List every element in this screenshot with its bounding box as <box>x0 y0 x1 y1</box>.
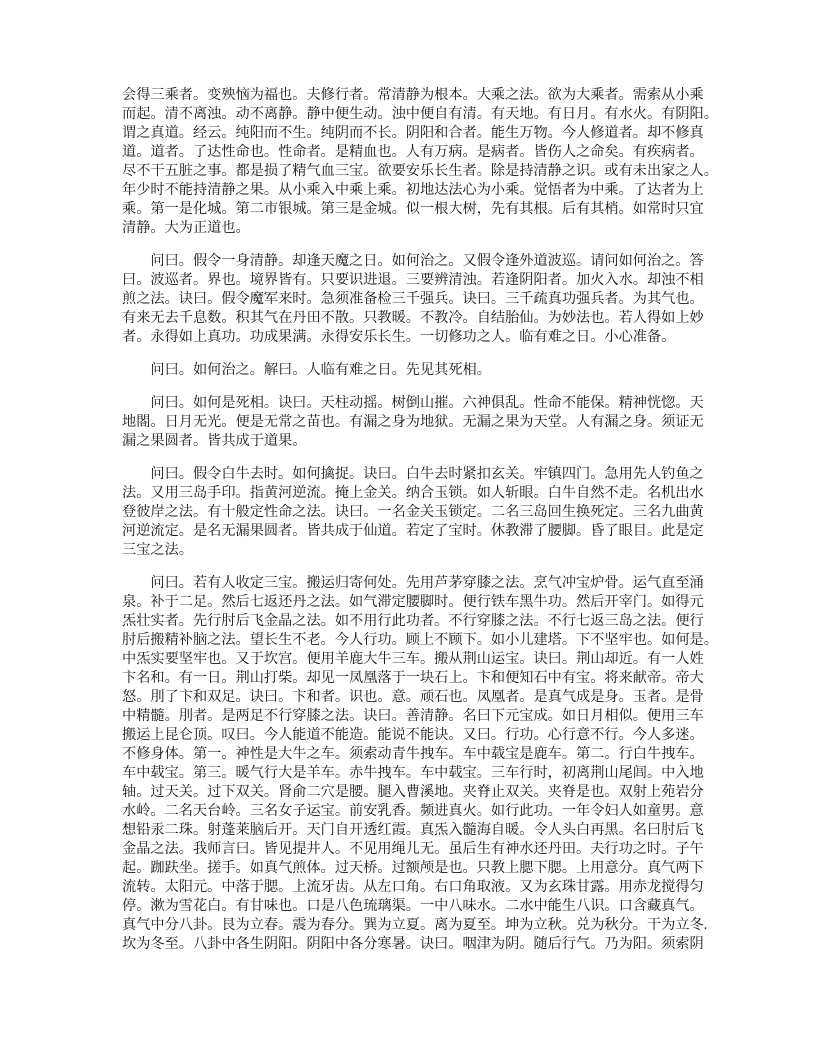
text-line: 泉。补于二足。然后七返还丹之法。如气滞定腰脚时。便行铁车黑牛功。然后开宰门。如得元 <box>122 594 704 610</box>
text-line: 尽不干五脏之事。都是损了精气血三宝。欲要安乐长生者。除是持清静之识。或有未出家之人。 <box>122 163 718 179</box>
text-line: 清静。大为正道也。 <box>122 220 250 236</box>
text-line: 年少时不能持清静之果。从小乘入中乘上乘。初地达法心为小乘。觉悟者为中乘。了达者为上 <box>122 182 704 198</box>
text-line: 金晶之法。我师言曰。皆见提井人。不见用绳儿无。虽后生有神水还丹田。夫行功之时。子午 <box>122 841 704 857</box>
paragraph <box>122 86 722 238</box>
text-line: 问曰。如何是死相。诀曰。天柱动摇。树倒山摧。六神俱乱。性命不能保。精神恍惚。天 <box>122 395 704 411</box>
text-line: 问曰。若有人收定三宝。搬运归寄何处。先用芦茅穿膝之法。烹气冲宝炉骨。运气直至涌 <box>122 575 704 591</box>
paragraph <box>122 574 722 954</box>
text-line: 地閤。日月无光。便是无常之苗也。有漏之身为地狱。无漏之果为天堂。人有漏之身。须证无 <box>122 414 704 430</box>
text-line: 三宝之法。 <box>122 542 193 558</box>
text-line: 中炁实要坚牢也。又于坎宫。便用羊鹿大牛三车。搬从荆山运宝。诀曰。荆山却近。有一人姓 <box>122 651 704 667</box>
text-line: 轴。过天关。过下双关。肾俞二穴是腰。腿入曹溪地。夹脊止双关。夹脊是也。双射上苑岩分 <box>122 784 704 800</box>
paragraph <box>122 361 722 380</box>
text-line: 河逆流定。是名无漏果圆者。皆共成于仙道。若定了宝时。休教滞了腰脚。昏了眼目。此是定 <box>122 523 704 539</box>
paragraph <box>122 394 722 451</box>
text-line: 想铅汞二珠。射蓬莱脑后开。天门自开透红霞。真炁入髓海自暖。令人头白再黑。名曰肘后飞 <box>122 822 704 838</box>
text-line: 问曰。假令白牛去时。如何擒捉。诀曰。白牛去时紧扣玄关。牢镇四门。急用先人钓鱼之 <box>122 466 704 482</box>
text-line: 坎为冬至。八卦中各生阴阳。阴阳中各分寒暑。诀曰。咽津为阴。随后行气。乃为阳。须索阴 <box>122 936 704 952</box>
text-line: 怒。刖了卞和双足。诀曰。卞和者。识也。意。顽石也。凤凰者。是真气成是身。玉者。是骨 <box>122 689 704 705</box>
text-line: 道。道者。了达性命也。性命者。是精血也。人有万病。是病者。皆伤人之命矣。有疾病者。 <box>122 144 704 160</box>
text-line: 法。又用三岛手印。指黄河逆流。掩上金关。纳合玉锁。如人斩眼。白牛自然不走。名机出水 <box>122 485 704 501</box>
text-line: 炁壮实者。先行肘后飞金晶之法。如不用行此功者。不行穿膝之法。不行七返三岛之法。便行 <box>122 613 704 629</box>
text-line: 问曰。假令一身清静。却逢天魔之日。如何治之。又假令逢外道波巡。请问如何治之。答 <box>122 253 704 269</box>
paragraph <box>122 465 722 560</box>
text-line: 肘后搬精补脑之法。望长生不老。今人行功。顾上不顾下。如小儿建塔。下不坚牢也。如何是。 <box>122 632 718 648</box>
page-text <box>122 86 722 968</box>
text-line: 漏之果圆者。皆共成于道果。 <box>122 433 307 449</box>
text-line: 车中载宝。第三。暖气行大是羊车。赤牛拽车。车中载宝。三车行时，初离荆山尾闾。中入地 <box>122 765 704 781</box>
text-line: 而起。清不离浊。动不离静。静中便生动。浊中便自有清。有天地。有日月。有水火。有阴阳。 <box>122 106 718 122</box>
text-line: 水岭。二名天台岭。三名女子运宝。前安乳香。频进真火。如行此功。一年令妇人如童男。意 <box>122 803 704 819</box>
text-line: 谓之真道。经云。纯阳而不生。纯阴而不长。阴阳和合者。能生万物。今人修道者。却不修真 <box>122 125 704 141</box>
text-line: 有来无去千息数。积其气在丹田不散。只教暖。不教冷。自结胎仙。为妙法也。若人得如上妙 <box>122 310 704 326</box>
text-line: 会得三乘者。变殃恼为福也。夫修行者。常清静为根本。大乘之法。欲为大乘者。需索从小乘 <box>122 87 704 103</box>
text-line: 卞名和。有一日。荆山打柴。却见一凤凰落于一块石上。卞和便知石中有宝。将来献帝。帝大 <box>122 670 704 686</box>
text-line: 起。跏趺坐。搓手。如真气煎体。过天桥。过额颅是也。只教上腮下腮。上用意分。真气两下 <box>122 860 704 876</box>
paragraph <box>122 252 722 347</box>
text-line: 登彼岸之法。有十般定性命之法。诀曰。一名金关玉锁定。二名三岛回生换死定。三名九曲黄 <box>122 504 704 520</box>
text-line: 者。永得如上真功。功成果满。永得安乐长生。一切修功之人。临有难之日。小心准备。 <box>122 329 676 345</box>
text-line: 问曰。如何治之。解曰。人临有难之日。先见其死相。 <box>122 362 491 378</box>
text-line: 搬运上昆仑顶。叹曰。今人能道不能造。能说不能诀。又曰。行功。心行意不行。今人多迷。 <box>122 727 704 743</box>
text-line: 乘。第一是化城。第二市银城。第三是金城。似一根大树，先有其根。后有其梢。如常时只宜 <box>122 201 704 217</box>
text-line: 曰。波巡者。界也。境界皆有。只要识进退。三要辨清浊。若逢阴阳者。加火入水。却浊不相 <box>122 272 704 288</box>
text-line: 停。漱为雪花白。有甘味也。口是八色琉璃渠。一中八味水。二水中能生八识。口含藏真气。 <box>122 898 704 914</box>
text-line: 不修身体。第一。神性是大牛之车。须索动青牛拽车。车中载宝是鹿车。第二。行白牛拽车。 <box>122 746 704 762</box>
text-line: 煎之法。诀曰。假令魔军来时。急须准备检三千强兵。诀曰。三千疏真功强兵者。为其气也。 <box>122 291 704 307</box>
text-line: 中精髓。刖者。是两足不行穿膝之法。诀曰。善清静。名曰下元宝成。如日月相似。便用三车 <box>122 708 704 724</box>
text-line: 真气中分八卦。艮为立春。震为春分。巽为立夏。离为夏至。坤为立秋。兑为秋分。干为立冬. <box>122 917 708 933</box>
text-line: 流转。太阳元。中落于腮。上流牙齿。从左口角。右口角取液。又为玄珠甘露。用赤龙搅得匀 <box>122 879 704 895</box>
